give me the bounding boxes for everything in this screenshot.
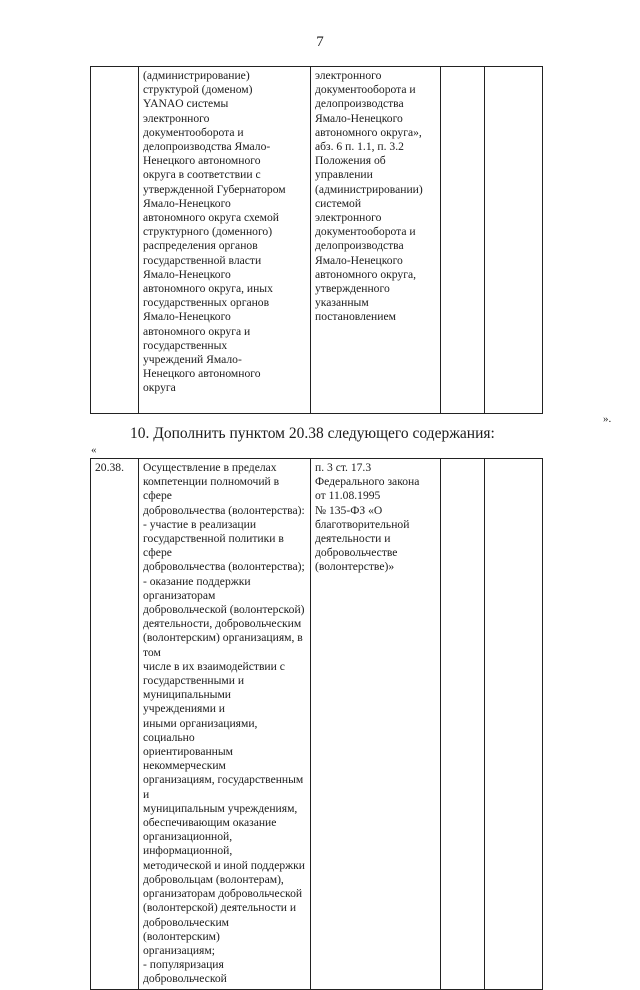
- table-continued: [90, 66, 543, 414]
- cell-description: Осуществление в пределах компетенции полномочий в сфере добровольчества (волонтерства): - участие в реализации государственной политики в сфере добровольчества (волонтерства); - оказание поддержки организаторам добровольческой (волонтерской) деятельности, добровольческим (волонтерским) организациям, в том числе в их взаимодействии с государственными и муниципальными учреждениями и иными организациями, социально ориентированным некоммерческим организациям, государственным и муниципальным учреждениям, обеспечивающим оказание организационной, информационной, методической и иной поддержки добровольцам (волонтерам), организаторам добровольческой (волонтерской) деятельности и добровольческим (волонтерским) организациям; - популяризация добровольческой: [139, 459, 311, 990]
- cell-extra-2: [485, 67, 543, 414]
- cell-number: [91, 67, 139, 414]
- cell-extra-2: [485, 459, 543, 990]
- cell-extra-1: [441, 459, 485, 990]
- opening-quote: «: [91, 444, 97, 456]
- cell-legal-basis: п. 3 ст. 17.3 Федерального закона от 11.08.1995 № 135-ФЗ «О благотворительной деятельности и добровольчестве (волонтерстве)»: [311, 459, 441, 990]
- cell-description: (администрирование) структурой (доменом) YANAO системы электронного документооборота и делопроизводства Ямало- Ненецкого автономного округа в соответствии с утвержденной Губернатором Ямало-Ненецкого автономного округа схемой структурного (доменного) распределения органов государственной власти Ямало-Ненецкого автономного округа, иных государственных органов Ямало-Ненецкого автономного округа и государственных учреждений Ямало- Ненецкого автономного округа: [139, 67, 311, 414]
- cell-extra-1: [441, 67, 485, 414]
- closing-quote: ».: [603, 413, 612, 425]
- cell-legal-basis: электронного документооборота и делопроизводства Ямало-Ненецкого автономного округа», абз. 6 п. 1.1, п. 3.2 Положения об управлении (администрировании) системой электронного документооборота и делопроизводства Ямало-Ненецкого автономного округа, утвержденного указанным постановлением: [311, 67, 441, 414]
- table-new-item: [90, 458, 543, 990]
- table-row: [91, 459, 543, 990]
- table-row: [91, 67, 543, 414]
- cell-number: 20.38.: [91, 459, 139, 990]
- amendment-paragraph: 10. Дополнить пунктом 20.38 следующего содержания:: [130, 425, 495, 442]
- page-number: 7: [316, 34, 324, 50]
